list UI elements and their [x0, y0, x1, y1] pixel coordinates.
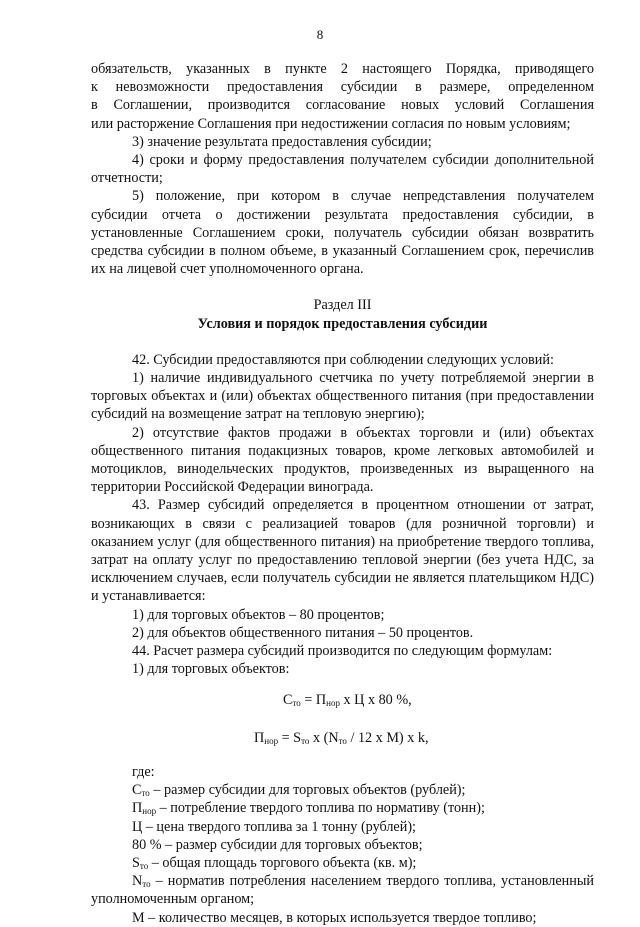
paragraph-line: или расторжение Соглашения при недостижении согласия по новым условиям;: [91, 115, 571, 132]
section-label: Раздел III: [313, 297, 372, 314]
clause-43-item-1: 1) для торговых объектов – 80 процентов;: [132, 606, 385, 623]
definition-p: $П_{нор}$ – потребление твердого топлива по нормативу (тонн);: [132, 800, 485, 817]
document-body: [91, 60, 594, 927]
clause-42: 42. Субсидии предоставляются при соблюдении следующих условий:: [132, 351, 554, 368]
paragraph-line: к невозможности предоставления субсидии в размере, определенном: [91, 79, 594, 96]
clause-43-item-2: 2) для объектов общественного питания – 50 процентов.: [132, 624, 474, 641]
list-item-4: 4) сроки и форму предоставления получателем субсидии дополнительной отчетности;: [91, 152, 594, 187]
list-item-3: 3) значение результата предоставления субсидии;: [132, 133, 432, 150]
clause-44: 44. Расчет размера субсидий производится по следующим формулам:: [132, 643, 553, 660]
definition-n: $N_{то}$ – норматив потребления населением твердого топлива, установленный уполномоченным органом;: [91, 873, 594, 908]
clause-42-item-2: 2) отсутствие фактов продажи в объектах торговли и (или) объектах общественного питания подакцизных товаров, кроме легковых автомобилей и мотоциклов, винодельческих продуктов, произведенных из выращенного на территории Российской Федерации винограда.: [91, 424, 594, 496]
formula-subsidy: $С_{то} = П_{нор}$ х Ц х 80 %,: [283, 691, 412, 708]
definition-pct: 80 % – размер субсидии для торговых объектов;: [132, 836, 423, 853]
paragraph-line: в Соглашении, производится согласование новых условий Соглашения: [91, 97, 594, 114]
definition-ts: Ц – цена твердого топлива за 1 тонну (рублей);: [132, 818, 416, 835]
definition-s: $S_{то}$ – общая площадь торгового объекта (кв. м);: [132, 854, 417, 871]
definition-m: М – количество месяцев, в которых используется твердое топливо;: [132, 909, 537, 926]
section-title: Условия и порядок предоставления субсидии: [197, 315, 488, 332]
clause-43: 43. Размер субсидий определяется в процентном отношении от затрат, возникающих в связи с реализацией товаров (для розничной торговли) и оказанием услуг (для общественного питания) на приобретение твердого топлива, затрат на оплату услуг по предоставлению тепловой энергии (без учета НДС, за исключением случаев, если получатель субсидии не является плательщиком НДС) и устанавливается:: [91, 497, 594, 605]
definition-c: $С_{то}$ – размер субсидии для торговых объектов (рублей);: [132, 782, 466, 799]
where-label: где:: [132, 763, 155, 780]
list-item-5: 5) положение, при котором в случае непредставления получателем субсидии отчета о достижении результата предоставления субсидии, в установленные Соглашением сроки, получатель субсидии обязан возвратить средства субсидии в полном объеме, в указанный Соглашением срок, перечислив их на лицевой счет уполномоченного органа.: [91, 188, 594, 278]
clause-44-item-1: 1) для торговых объектов:: [132, 661, 290, 678]
clause-42-item-1: 1) наличие индивидуального счетчика по учету потребляемой энергии в торговых объектах и (или) объектах общественного питания (при предоставлении субсидий на возмещение затрат на тепловую энергию);: [91, 370, 594, 423]
formula-consumption: $П_{нор} = S_{то}$ х ($N_{то} / 12$ х М) х k,: [254, 729, 429, 746]
page-number: 8: [316, 27, 324, 42]
paragraph-line: обязательств, указанных в пункте 2 настоящего Порядка, приводящего: [91, 61, 594, 77]
